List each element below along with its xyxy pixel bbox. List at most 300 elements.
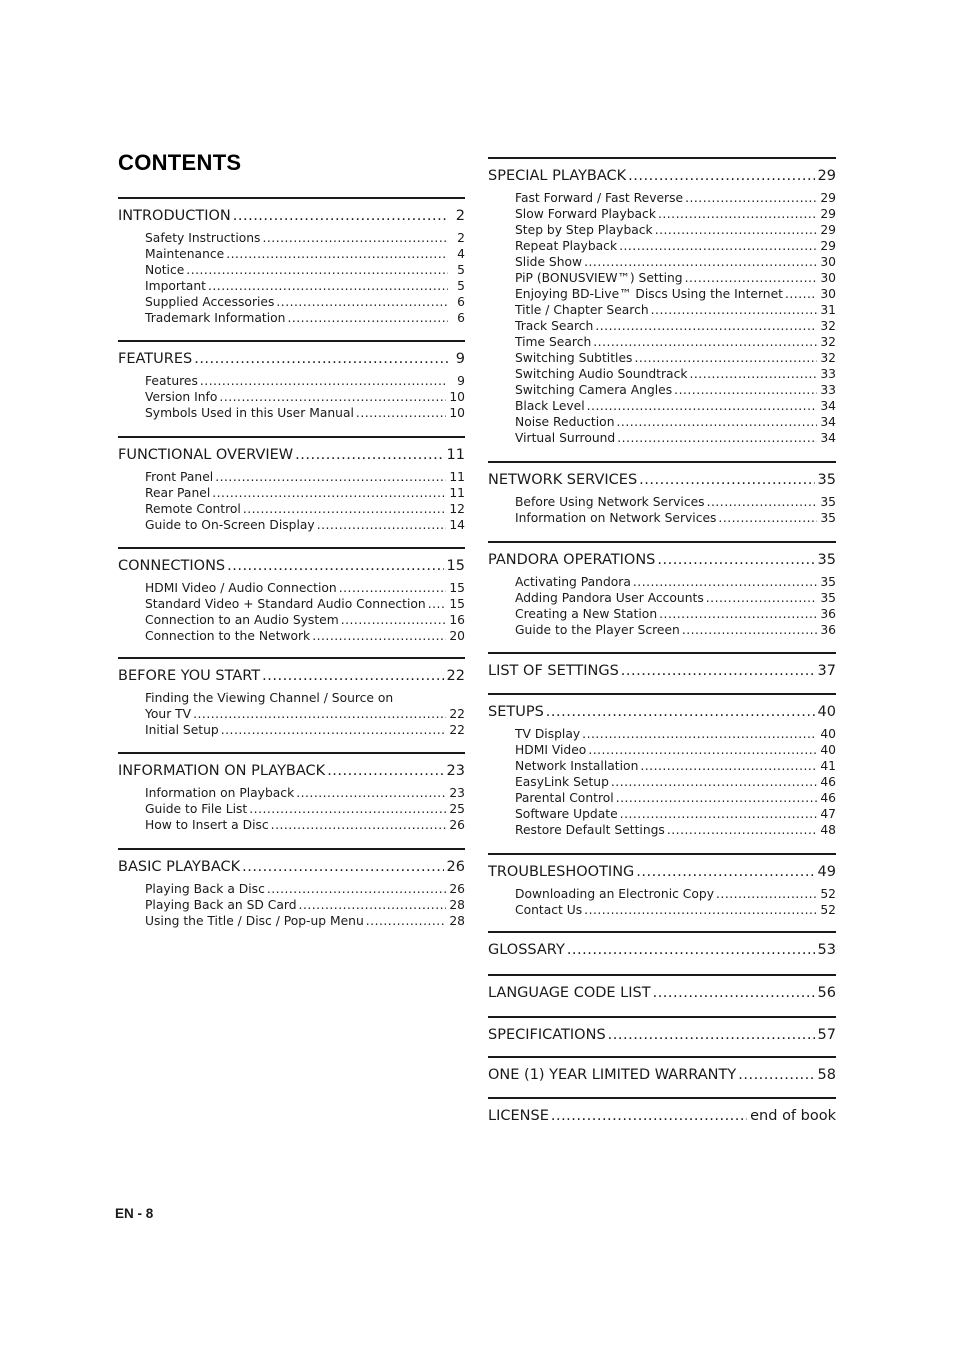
toc-heading-page: 56 [817, 985, 836, 1001]
toc-subitems [488, 190, 836, 446]
toc-leader-dots [667, 822, 817, 838]
toc-item[interactable] [145, 469, 465, 485]
toc-leader-dots [718, 510, 817, 526]
toc-leader-dots [233, 206, 448, 226]
toc-item-page: 11 [449, 470, 465, 484]
toc-section-pandora-operations [488, 541, 836, 652]
toc-item[interactable] [515, 334, 836, 350]
toc-leader-dots [619, 238, 817, 254]
toc-heading-page: 2 [455, 208, 465, 224]
toc-item-page: 30 [820, 287, 836, 301]
toc-item-label: Information on Network Services [515, 511, 717, 525]
toc-item[interactable] [515, 790, 836, 806]
toc-item-page: 6 [457, 295, 465, 309]
toc-section-basic-playback [118, 848, 465, 948]
toc-leader-dots [567, 940, 815, 960]
toc-leader-dots [595, 318, 817, 334]
toc-item[interactable] [515, 222, 836, 238]
toc-heading-label: ONE (1) YEAR LIMITED WARRANTY [488, 1067, 737, 1083]
toc-leader-dots [611, 774, 817, 790]
toc-heading[interactable] [488, 983, 836, 1003]
toc-item-page: 5 [457, 263, 465, 277]
toc-heading-page: 15 [446, 558, 465, 574]
toc-item-label: Slide Show [515, 255, 583, 269]
toc-heading-page: 58 [817, 1067, 836, 1083]
toc-item-page: 5 [457, 279, 465, 293]
toc-leader-dots [617, 430, 817, 446]
toc-item-label: How to Insert a Disc [145, 818, 269, 832]
toc-item-label: Connection to an Audio System [145, 613, 339, 627]
toc-leader-dots [634, 350, 817, 366]
toc-leader-dots [262, 230, 448, 246]
toc-heading-label: BASIC PLAYBACK [118, 859, 241, 875]
toc-item-label: Fast Forward / Fast Reverse [515, 191, 684, 205]
toc-heading[interactable] [118, 349, 465, 369]
toc-leader-dots [287, 310, 448, 326]
toc-item[interactable] [515, 622, 836, 638]
toc-item[interactable] [145, 913, 465, 929]
toc-heading-page: 23 [446, 763, 465, 779]
toc-heading[interactable] [488, 1025, 836, 1045]
toc-item[interactable] [145, 817, 465, 833]
toc-section-glossary [488, 931, 836, 974]
toc-item-page: 4 [457, 247, 465, 261]
toc-item[interactable] [145, 501, 465, 517]
toc-leader-dots [685, 190, 817, 206]
toc-item[interactable] [145, 628, 465, 644]
toc-item-label: Notice [145, 263, 185, 277]
toc-heading-label: BEFORE YOU START [118, 668, 261, 684]
toc-item-label: Important [145, 279, 206, 293]
toc-item-page: 2 [457, 231, 465, 245]
toc-item[interactable] [145, 230, 465, 246]
toc-heading-label: SETUPS [488, 704, 544, 720]
toc-leader-dots [271, 817, 447, 833]
toc-item-page: 33 [820, 383, 836, 397]
toc-heading-label: GLOSSARY [488, 942, 565, 958]
toc-item-label: Remote Control [145, 502, 241, 516]
toc-item[interactable] [145, 517, 465, 533]
toc-item[interactable] [145, 596, 465, 612]
toc-subitems [118, 785, 465, 833]
toc-item-label: Version Info [145, 390, 218, 404]
toc-leader-dots [249, 801, 446, 817]
toc-leader-dots [219, 389, 446, 405]
toc-leader-dots [689, 366, 817, 382]
toc-heading-label: INFORMATION ON PLAYBACK [118, 763, 326, 779]
toc-item-label: Using the Title / Disc / Pop-up Menu [145, 914, 364, 928]
toc-item-page: 29 [820, 207, 836, 221]
toc-leader-dots [243, 501, 447, 517]
toc-subitems [118, 580, 465, 644]
toc-item[interactable] [515, 382, 836, 398]
toc-item-page: 25 [449, 802, 465, 816]
toc-item[interactable] [515, 414, 836, 430]
toc-item-page: 41 [820, 759, 836, 773]
toc-item-page: 35 [820, 511, 836, 525]
toc-heading-page: 11 [446, 447, 465, 463]
toc-leader-dots [212, 485, 446, 501]
toc-leader-dots [296, 785, 446, 801]
toc-subitems [488, 574, 836, 638]
toc-item-page: 40 [820, 727, 836, 741]
toc-leader-dots [584, 254, 817, 270]
toc-item-page: 32 [820, 351, 836, 365]
toc-leader-dots [262, 666, 443, 686]
toc-item-label: Parental Control [515, 791, 614, 805]
toc-item-label: Information on Playback [145, 786, 295, 800]
toc-subitems [118, 230, 465, 326]
toc-right-column [488, 157, 836, 1137]
toc-heading[interactable] [118, 445, 465, 465]
toc-subitems [118, 881, 465, 929]
toc-leader-dots [706, 590, 818, 606]
toc-item-label: Switching Camera Angles [515, 383, 673, 397]
toc-item[interactable] [515, 574, 836, 590]
toc-item-label: Contact Us [515, 903, 583, 917]
toc-item[interactable] [515, 806, 836, 822]
toc-leader-dots [584, 902, 817, 918]
toc-leader-dots [588, 742, 817, 758]
toc-item[interactable] [515, 254, 836, 270]
toc-leader-dots [682, 622, 818, 638]
toc-leader-dots [738, 1065, 814, 1085]
toc-leader-dots [200, 373, 448, 389]
toc-item[interactable] [145, 722, 465, 738]
toc-item-label: Playing Back a Disc [145, 882, 265, 896]
toc-item[interactable] [515, 366, 836, 382]
toc-item-page: 48 [820, 823, 836, 837]
toc-item-page: 28 [449, 914, 465, 928]
toc-leader-dots [659, 606, 817, 622]
toc-section-features [118, 340, 465, 436]
toc-item-label: Creating a New Station [515, 607, 658, 621]
toc-item-label: Features [145, 374, 198, 388]
toc-item-page: 22 [449, 723, 465, 737]
toc-section-troubleshooting [488, 853, 836, 931]
toc-item[interactable] [515, 190, 836, 206]
toc-item-page: 35 [820, 495, 836, 509]
toc-item-label: Enjoying BD-Live™ Discs Using the Internet [515, 287, 783, 301]
toc-item-label: Restore Default Settings [515, 823, 665, 837]
toc-item[interactable] [515, 318, 836, 334]
toc-item-label: HDMI Video / Audio Connection [145, 581, 337, 595]
toc-section-special-playback [488, 157, 836, 461]
toc-item-label: Black Level [515, 399, 585, 413]
toc-heading[interactable] [118, 761, 465, 781]
toc-section-one-1-year-limited-warranty [488, 1056, 836, 1097]
toc-heading[interactable] [488, 1065, 836, 1085]
toc-heading[interactable] [488, 470, 836, 490]
toc-left-column [118, 197, 465, 948]
toc-item[interactable] [145, 690, 465, 722]
toc-item[interactable] [515, 494, 836, 510]
toc-heading-label: LIST OF SETTINGS [488, 663, 619, 679]
toc-item-page: 34 [820, 431, 836, 445]
toc-item-label: Time Search [515, 335, 592, 349]
toc-item-page: 40 [820, 743, 836, 757]
toc-item-label: Before Using Network Services [515, 495, 705, 509]
toc-leader-dots [593, 334, 817, 350]
toc-item-page: 47 [820, 807, 836, 821]
toc-item[interactable] [145, 262, 465, 278]
toc-item-label: Supplied Accessories [145, 295, 275, 309]
toc-section-network-services [488, 461, 836, 541]
toc-item-page: 28 [449, 898, 465, 912]
toc-item[interactable] [515, 758, 836, 774]
toc-item-label: Trademark Information [145, 311, 286, 325]
toc-item[interactable] [515, 822, 836, 838]
toc-item[interactable] [515, 238, 836, 254]
toc-heading-page: 35 [817, 472, 836, 488]
toc-leader-dots [628, 166, 814, 186]
toc-item-page: 30 [820, 255, 836, 269]
toc-item-page: 29 [820, 191, 836, 205]
toc-heading-page: 53 [817, 942, 836, 958]
toc-heading-label: SPECIAL PLAYBACK [488, 168, 627, 184]
toc-section-language-code-list [488, 974, 836, 1016]
toc-item-page: 23 [449, 786, 465, 800]
toc-heading-label: CONNECTIONS [118, 558, 226, 574]
toc-leader-dots [617, 414, 818, 430]
toc-leader-dots [327, 761, 443, 781]
toc-leader-dots [276, 294, 448, 310]
toc-item-label: Maintenance [145, 247, 225, 261]
toc-subitems [118, 373, 465, 421]
toc-item[interactable] [145, 310, 465, 326]
toc-item[interactable] [145, 405, 465, 421]
toc-heading[interactable] [488, 862, 836, 882]
toc-item-page: 34 [820, 399, 836, 413]
toc-item[interactable] [145, 246, 465, 262]
toc-item[interactable] [515, 302, 836, 318]
toc-item-page: 9 [457, 374, 465, 388]
toc-item-label: Switching Subtitles [515, 351, 633, 365]
toc-leader-dots [658, 206, 817, 222]
toc-leader-dots [226, 246, 448, 262]
toc-item[interactable] [515, 742, 836, 758]
toc-leader-dots [193, 706, 446, 722]
toc-leader-dots [341, 612, 447, 628]
toc-item[interactable] [515, 286, 836, 302]
toc-item-page: 36 [820, 623, 836, 637]
toc-heading-page: 40 [817, 704, 836, 720]
toc-heading-label: SPECIFICATIONS [488, 1027, 606, 1043]
toc-heading[interactable] [488, 550, 836, 570]
toc-leader-dots [674, 382, 817, 398]
toc-item[interactable] [515, 902, 836, 918]
toc-leader-dots [785, 286, 817, 302]
toc-item[interactable] [145, 373, 465, 389]
toc-item-label: Guide to the Player Screen [515, 623, 680, 637]
toc-leader-dots [356, 405, 446, 421]
toc-heading-label: LANGUAGE CODE LIST [488, 985, 651, 1001]
toc-item[interactable] [145, 612, 465, 628]
toc-item[interactable] [145, 801, 465, 817]
toc-leader-dots [221, 722, 447, 738]
toc-item-page: 15 [449, 597, 465, 611]
toc-subitems [488, 726, 836, 838]
toc-item-label: Track Search [515, 319, 594, 333]
toc-heading-page: 26 [446, 859, 465, 875]
toc-heading[interactable] [488, 702, 836, 722]
toc-leader-dots [551, 1106, 747, 1126]
toc-leader-dots [339, 580, 447, 596]
toc-heading-page: 9 [455, 351, 465, 367]
toc-leader-dots [608, 1025, 815, 1045]
toc-item-label: Noise Reduction [515, 415, 615, 429]
toc-item[interactable] [515, 350, 836, 366]
toc-item[interactable] [145, 294, 465, 310]
toc-item-page: 22 [449, 707, 465, 721]
toc-item-label: Virtual Surround [515, 431, 616, 445]
toc-heading-page: 22 [446, 668, 465, 684]
toc-item-label: Network Installation [515, 759, 639, 773]
toc-item[interactable] [145, 278, 465, 294]
toc-item-page: 29 [820, 223, 836, 237]
toc-item[interactable] [515, 430, 836, 446]
toc-item[interactable] [515, 510, 836, 526]
toc-item-page: 10 [449, 390, 465, 404]
toc-item[interactable] [145, 580, 465, 596]
toc-item-label: Symbols Used in this User Manual [145, 406, 354, 420]
toc-leader-dots [639, 470, 814, 490]
toc-item[interactable] [145, 897, 465, 913]
toc-item-label: Downloading an Electronic Copy [515, 887, 715, 901]
toc-item-page: 6 [457, 311, 465, 325]
toc-item[interactable] [145, 881, 465, 897]
toc-section-functional-overview [118, 436, 465, 547]
toc-item-label: Slow Forward Playback [515, 207, 656, 221]
toc-item-label: Activating Pandora [515, 575, 631, 589]
toc-section-before-you-start [118, 657, 465, 752]
toc-heading[interactable] [118, 857, 465, 877]
toc-subitems [118, 469, 465, 533]
toc-item-page: 12 [449, 502, 465, 516]
toc-section-license [488, 1097, 836, 1137]
toc-leader-dots [633, 574, 817, 590]
toc-item-label: Connection to the Network [145, 629, 311, 643]
toc-item-page: 52 [820, 903, 836, 917]
toc-heading-label: TROUBLESHOOTING [488, 864, 635, 880]
toc-leader-dots [620, 806, 818, 822]
toc-heading[interactable] [488, 166, 836, 186]
toc-item-page: 46 [820, 775, 836, 789]
toc-heading[interactable] [488, 661, 836, 681]
toc-item-label: Step by Step Playback [515, 223, 653, 237]
toc-leader-dots [227, 556, 443, 576]
toc-item[interactable] [515, 270, 836, 286]
toc-item-label: Finding the Viewing Channel / Source on [145, 691, 394, 705]
toc-item-label: TV Display [515, 727, 581, 741]
toc-item-page: 10 [449, 406, 465, 420]
toc-item-label: Safety Instructions [145, 231, 261, 245]
toc-leader-dots [242, 857, 443, 877]
toc-heading-page: end of book [750, 1108, 836, 1124]
toc-leader-dots [299, 897, 447, 913]
toc-item-label: Rear Panel [145, 486, 211, 500]
toc-item[interactable] [515, 590, 836, 606]
toc-item-page: 26 [449, 882, 465, 896]
toc-item[interactable] [515, 206, 836, 222]
toc-item[interactable] [515, 398, 836, 414]
toc-item-label: Guide to File List [145, 802, 248, 816]
toc-leader-dots [428, 596, 447, 612]
toc-heading-label: FUNCTIONAL OVERVIEW [118, 447, 294, 463]
toc-heading-label: LICENSE [488, 1108, 549, 1124]
page-title: CONTENTS [118, 150, 242, 175]
toc-item-label: PiP (BONUSVIEW™) Setting [515, 271, 683, 285]
toc-item-page: 33 [820, 367, 836, 381]
toc-item-label: Guide to On-Screen Display [145, 518, 315, 532]
toc-leader-dots [312, 628, 446, 644]
toc-leader-dots [295, 445, 443, 465]
toc-heading-label: NETWORK SERVICES [488, 472, 638, 488]
toc-item-page: 30 [820, 271, 836, 285]
toc-item-line [145, 706, 465, 722]
toc-item[interactable] [145, 785, 465, 801]
toc-heading-page: 57 [817, 1027, 836, 1043]
toc-item[interactable] [515, 726, 836, 742]
toc-leader-dots [640, 758, 817, 774]
toc-section-introduction [118, 197, 465, 340]
toc-item-label: Playing Back an SD Card [145, 898, 297, 912]
toc-leader-dots [616, 790, 818, 806]
toc-heading-page: 29 [817, 168, 836, 184]
toc-heading-label: FEATURES [118, 351, 193, 367]
toc-leader-dots [267, 881, 447, 897]
toc-item-page: 29 [820, 239, 836, 253]
page-number-footer: EN - 8 [115, 1206, 154, 1221]
toc-heading[interactable] [118, 206, 465, 226]
toc-item-page: 26 [449, 818, 465, 832]
toc-leader-dots [582, 726, 817, 742]
toc-item-page: 46 [820, 791, 836, 805]
toc-section-connections [118, 547, 465, 657]
toc-item-page: 32 [820, 319, 836, 333]
toc-item[interactable] [515, 886, 836, 902]
toc-heading[interactable] [118, 556, 465, 576]
toc-item[interactable] [515, 774, 836, 790]
toc-item[interactable] [145, 485, 465, 501]
toc-item-label: HDMI Video [515, 743, 587, 757]
toc-item-page: 16 [449, 613, 465, 627]
toc-heading[interactable] [488, 1106, 836, 1126]
toc-item[interactable] [515, 606, 836, 622]
toc-section-information-on-playback [118, 752, 465, 848]
toc-item-label: EasyLink Setup [515, 775, 609, 789]
toc-heading-page: 37 [817, 663, 836, 679]
toc-item-label-continued: Your TV [145, 707, 192, 721]
toc-item[interactable] [145, 389, 465, 405]
toc-leader-dots [546, 702, 815, 722]
toc-heading-page: 35 [817, 552, 836, 568]
toc-item-label: Repeat Playback [515, 239, 618, 253]
toc-item-page: 35 [820, 591, 836, 605]
toc-section-specifications [488, 1016, 836, 1056]
toc-heading[interactable] [118, 666, 465, 686]
toc-leader-dots [685, 270, 818, 286]
toc-leader-dots [707, 494, 818, 510]
toc-heading[interactable] [488, 940, 836, 960]
toc-item-page: 11 [449, 486, 465, 500]
toc-item-page: 14 [449, 518, 465, 532]
toc-leader-dots [215, 469, 446, 485]
toc-leader-dots [655, 222, 818, 238]
toc-item-page: 31 [820, 303, 836, 317]
toc-leader-dots [651, 302, 818, 318]
toc-item-label: Switching Audio Soundtrack [515, 367, 688, 381]
